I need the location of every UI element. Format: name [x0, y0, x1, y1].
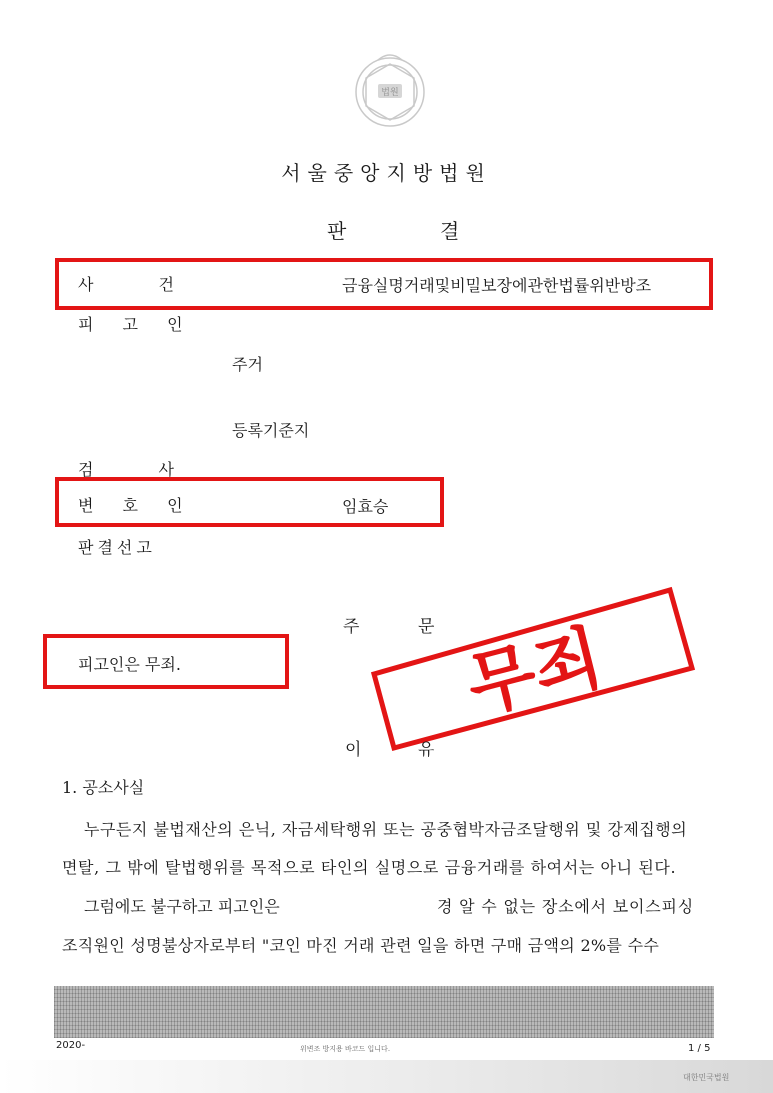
case-label: 사 건	[78, 275, 204, 294]
lawyer-value: 임효승	[342, 497, 389, 516]
court-mark: 대한민국법원	[683, 1073, 730, 1082]
not-guilty-stamp	[360, 578, 700, 756]
judgment-title-left: 판	[327, 219, 347, 243]
defendant-label: 피 고 인	[78, 315, 195, 334]
emblem-text: 법원	[381, 88, 399, 98]
footer-bar	[0, 1060, 773, 1093]
body-line: 누구든지 불법재산의 은닉, 자금세탁행위 또는 공중협박자금조달행위 및 강제집행의	[84, 820, 688, 839]
section-heading: 1. 공소사실	[62, 778, 145, 797]
order-title-left: 주	[343, 617, 360, 637]
sentence-date-label: 판결선고	[78, 538, 156, 557]
prosecutor-label: 검 사	[78, 460, 204, 479]
judgment-title-right: 결	[440, 219, 460, 243]
body-line: 그럼에도 불구하고 피고인은	[84, 897, 280, 916]
footer-note: 위변조 방지용 바코드 입니다.	[300, 1045, 391, 1053]
court-emblem-logo	[348, 48, 432, 132]
reason-title-left: 이	[345, 740, 362, 760]
page-number: 1 / 5	[688, 1043, 711, 1054]
case-value: 금융실명거래및비밀보장에관한법률위반방조	[342, 276, 652, 295]
order-title-right: 문	[418, 617, 435, 637]
body-line: 경 알 수 없는 장소에서 보이스피싱	[437, 897, 695, 916]
reason-title-right: 유	[418, 740, 435, 760]
order-text: 피고인은 무죄.	[78, 655, 181, 674]
body-line: 면탈, 그 밖에 탈법행위를 목적으로 타인의 실명으로 금융거래를 하여서는 아니 된다.	[62, 858, 677, 877]
lawyer-label: 변 호 인	[78, 496, 195, 515]
footer-code: 2020-	[56, 1040, 86, 1051]
stamp-text: 무죄	[459, 615, 611, 729]
address-label: 주거	[232, 355, 263, 374]
security-barcode-strip	[54, 986, 714, 1038]
body-line: 조직원인 성명불상자로부터 "코인 마진 거래 관련 일을 하면 구매 금액의 2%를 수수	[62, 936, 660, 955]
registry-label: 등록기준지	[232, 421, 310, 440]
court-name: 서울중앙지방법원	[281, 161, 492, 185]
